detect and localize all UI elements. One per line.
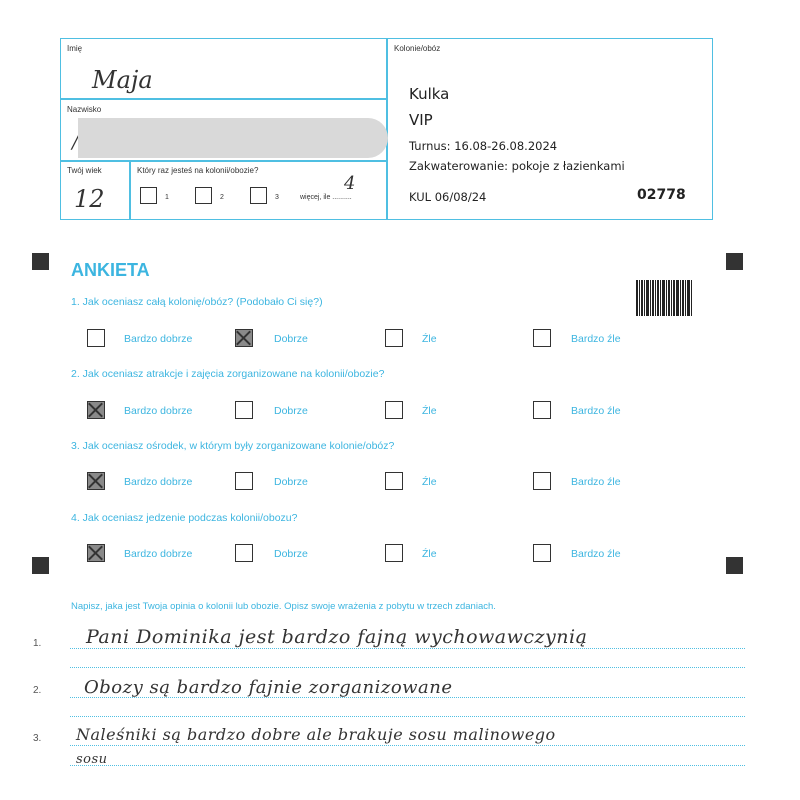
line-3-number: 3. bbox=[33, 733, 42, 744]
q1-label-dobrze: Dobrze bbox=[274, 333, 308, 345]
q3-label-zle: Źle bbox=[422, 476, 437, 488]
q2-option-bardzo-dobrze[interactable] bbox=[87, 401, 105, 419]
q3-option-bardzo-dobrze[interactable] bbox=[87, 472, 105, 490]
option-1-label: 1 bbox=[165, 194, 169, 201]
answer-line-1-rule bbox=[70, 648, 745, 649]
ktory-raz-label: Który raz jesteś na kolonii/obozie? bbox=[137, 166, 259, 175]
answer-line-3-rule bbox=[70, 745, 745, 746]
answer-line-3[interactable]: Naleśniki są bardzo dobre ale brakuje sosu malinowego bbox=[76, 725, 556, 744]
q3-label-bardzo-zle: Bardzo źle bbox=[571, 476, 621, 488]
registration-marker-bl bbox=[32, 557, 49, 574]
option-3-label: 3 bbox=[275, 194, 279, 201]
imie-value[interactable]: Maja bbox=[92, 66, 153, 94]
q4-option-bardzo-zle[interactable] bbox=[533, 544, 551, 562]
registration-marker-br bbox=[726, 557, 743, 574]
wiecej-value[interactable]: 4 bbox=[344, 173, 356, 194]
wiecej-label: więcej, ile .......... bbox=[300, 194, 352, 201]
question-1: 1. Jak oceniasz całą kolonię/obóz? (Podobało Ci się?) bbox=[71, 296, 323, 308]
q1-label-bardzo-zle: Bardzo źle bbox=[571, 333, 621, 345]
turnus: Turnus: 16.08-26.08.2024 bbox=[409, 139, 558, 153]
answer-line-3b-rule bbox=[70, 765, 745, 766]
registration-marker-tl bbox=[32, 253, 49, 270]
q3-option-zle[interactable] bbox=[385, 472, 403, 490]
answer-line-2b-rule bbox=[70, 716, 745, 717]
registration-marker-tr bbox=[726, 253, 743, 270]
line-2-number: 2. bbox=[33, 685, 42, 696]
form-number: 02778 bbox=[637, 187, 686, 203]
q3-option-dobrze[interactable] bbox=[235, 472, 253, 490]
nazwisko-label: Nazwisko bbox=[67, 105, 102, 114]
option-2-label: 2 bbox=[220, 194, 224, 201]
line-1-number: 1. bbox=[33, 638, 42, 649]
option-1-checkbox[interactable] bbox=[140, 187, 157, 204]
q2-option-zle[interactable] bbox=[385, 401, 403, 419]
q4-label-bardzo-zle: Bardzo źle bbox=[571, 548, 621, 560]
camp-code: KUL 06/08/24 bbox=[409, 190, 487, 204]
survey-title: ANKIETA bbox=[71, 260, 150, 280]
q3-label-bardzo-dobrze: Bardzo dobrze bbox=[124, 476, 193, 488]
q2-label-zle: Źle bbox=[422, 405, 437, 417]
opinion-prompt: Napisz, jaka jest Twoja opinia o kolonii lub obozie. Opisz swoje wrażenia z pobytu w trzech zdaniach. bbox=[71, 601, 496, 612]
q4-label-zle: Źle bbox=[422, 548, 437, 560]
q4-label-dobrze: Dobrze bbox=[274, 548, 308, 560]
divider-wiek bbox=[129, 160, 131, 220]
kolonie-label: Kolonie/obóz bbox=[394, 44, 441, 53]
answer-line-2-rule bbox=[70, 697, 745, 698]
q2-label-bardzo-zle: Bardzo źle bbox=[571, 405, 621, 417]
answer-line-1b-rule bbox=[70, 667, 745, 668]
q2-label-bardzo-dobrze: Bardzo dobrze bbox=[124, 405, 193, 417]
answer-line-2[interactable]: Obozy są bardzo fajnie zorganizowane bbox=[84, 677, 453, 698]
camp-name: Kulka bbox=[409, 85, 450, 103]
wiek-label: Twój wiek bbox=[67, 166, 102, 175]
question-4: 4. Jak oceniasz jedzenie podczas kolonii/obozu? bbox=[71, 512, 298, 524]
q3-label-dobrze: Dobrze bbox=[274, 476, 308, 488]
option-2-checkbox[interactable] bbox=[195, 187, 212, 204]
q1-option-bardzo-dobrze[interactable] bbox=[87, 329, 105, 347]
camp-type: VIP bbox=[409, 111, 433, 129]
q1-option-zle[interactable] bbox=[385, 329, 403, 347]
answer-line-3-continued[interactable]: sosu bbox=[76, 752, 108, 767]
q1-option-bardzo-zle[interactable] bbox=[533, 329, 551, 347]
barcode bbox=[636, 280, 692, 316]
nazwisko-value[interactable]: / bbox=[72, 132, 79, 153]
q1-label-bardzo-dobrze: Bardzo dobrze bbox=[124, 333, 193, 345]
q1-label-zle: Źle bbox=[422, 333, 437, 345]
redaction-bar bbox=[78, 118, 388, 158]
q4-option-bardzo-dobrze[interactable] bbox=[87, 544, 105, 562]
divider-imie bbox=[60, 98, 387, 100]
imie-label: Imię bbox=[67, 44, 83, 53]
q1-option-dobrze[interactable] bbox=[235, 329, 253, 347]
divider-nazwisko bbox=[60, 160, 387, 162]
q3-option-bardzo-zle[interactable] bbox=[533, 472, 551, 490]
q2-option-bardzo-zle[interactable] bbox=[533, 401, 551, 419]
q2-option-dobrze[interactable] bbox=[235, 401, 253, 419]
answer-line-1[interactable]: Pani Dominika jest bardzo fajną wychowawczynią bbox=[86, 626, 588, 648]
question-2: 2. Jak oceniasz atrakcje i zajęcia zorganizowane na kolonii/obozie? bbox=[71, 368, 385, 380]
q4-option-dobrze[interactable] bbox=[235, 544, 253, 562]
q4-label-bardzo-dobrze: Bardzo dobrze bbox=[124, 548, 193, 560]
wiek-value[interactable]: 12 bbox=[74, 185, 105, 213]
q4-option-zle[interactable] bbox=[385, 544, 403, 562]
question-3: 3. Jak oceniasz ośrodek, w którym były zorganizowane kolonie/obóz? bbox=[71, 440, 395, 452]
zakwaterowanie: Zakwaterowanie: pokoje z łazienkami bbox=[409, 159, 625, 173]
option-3-checkbox[interactable] bbox=[250, 187, 267, 204]
q2-label-dobrze: Dobrze bbox=[274, 405, 308, 417]
